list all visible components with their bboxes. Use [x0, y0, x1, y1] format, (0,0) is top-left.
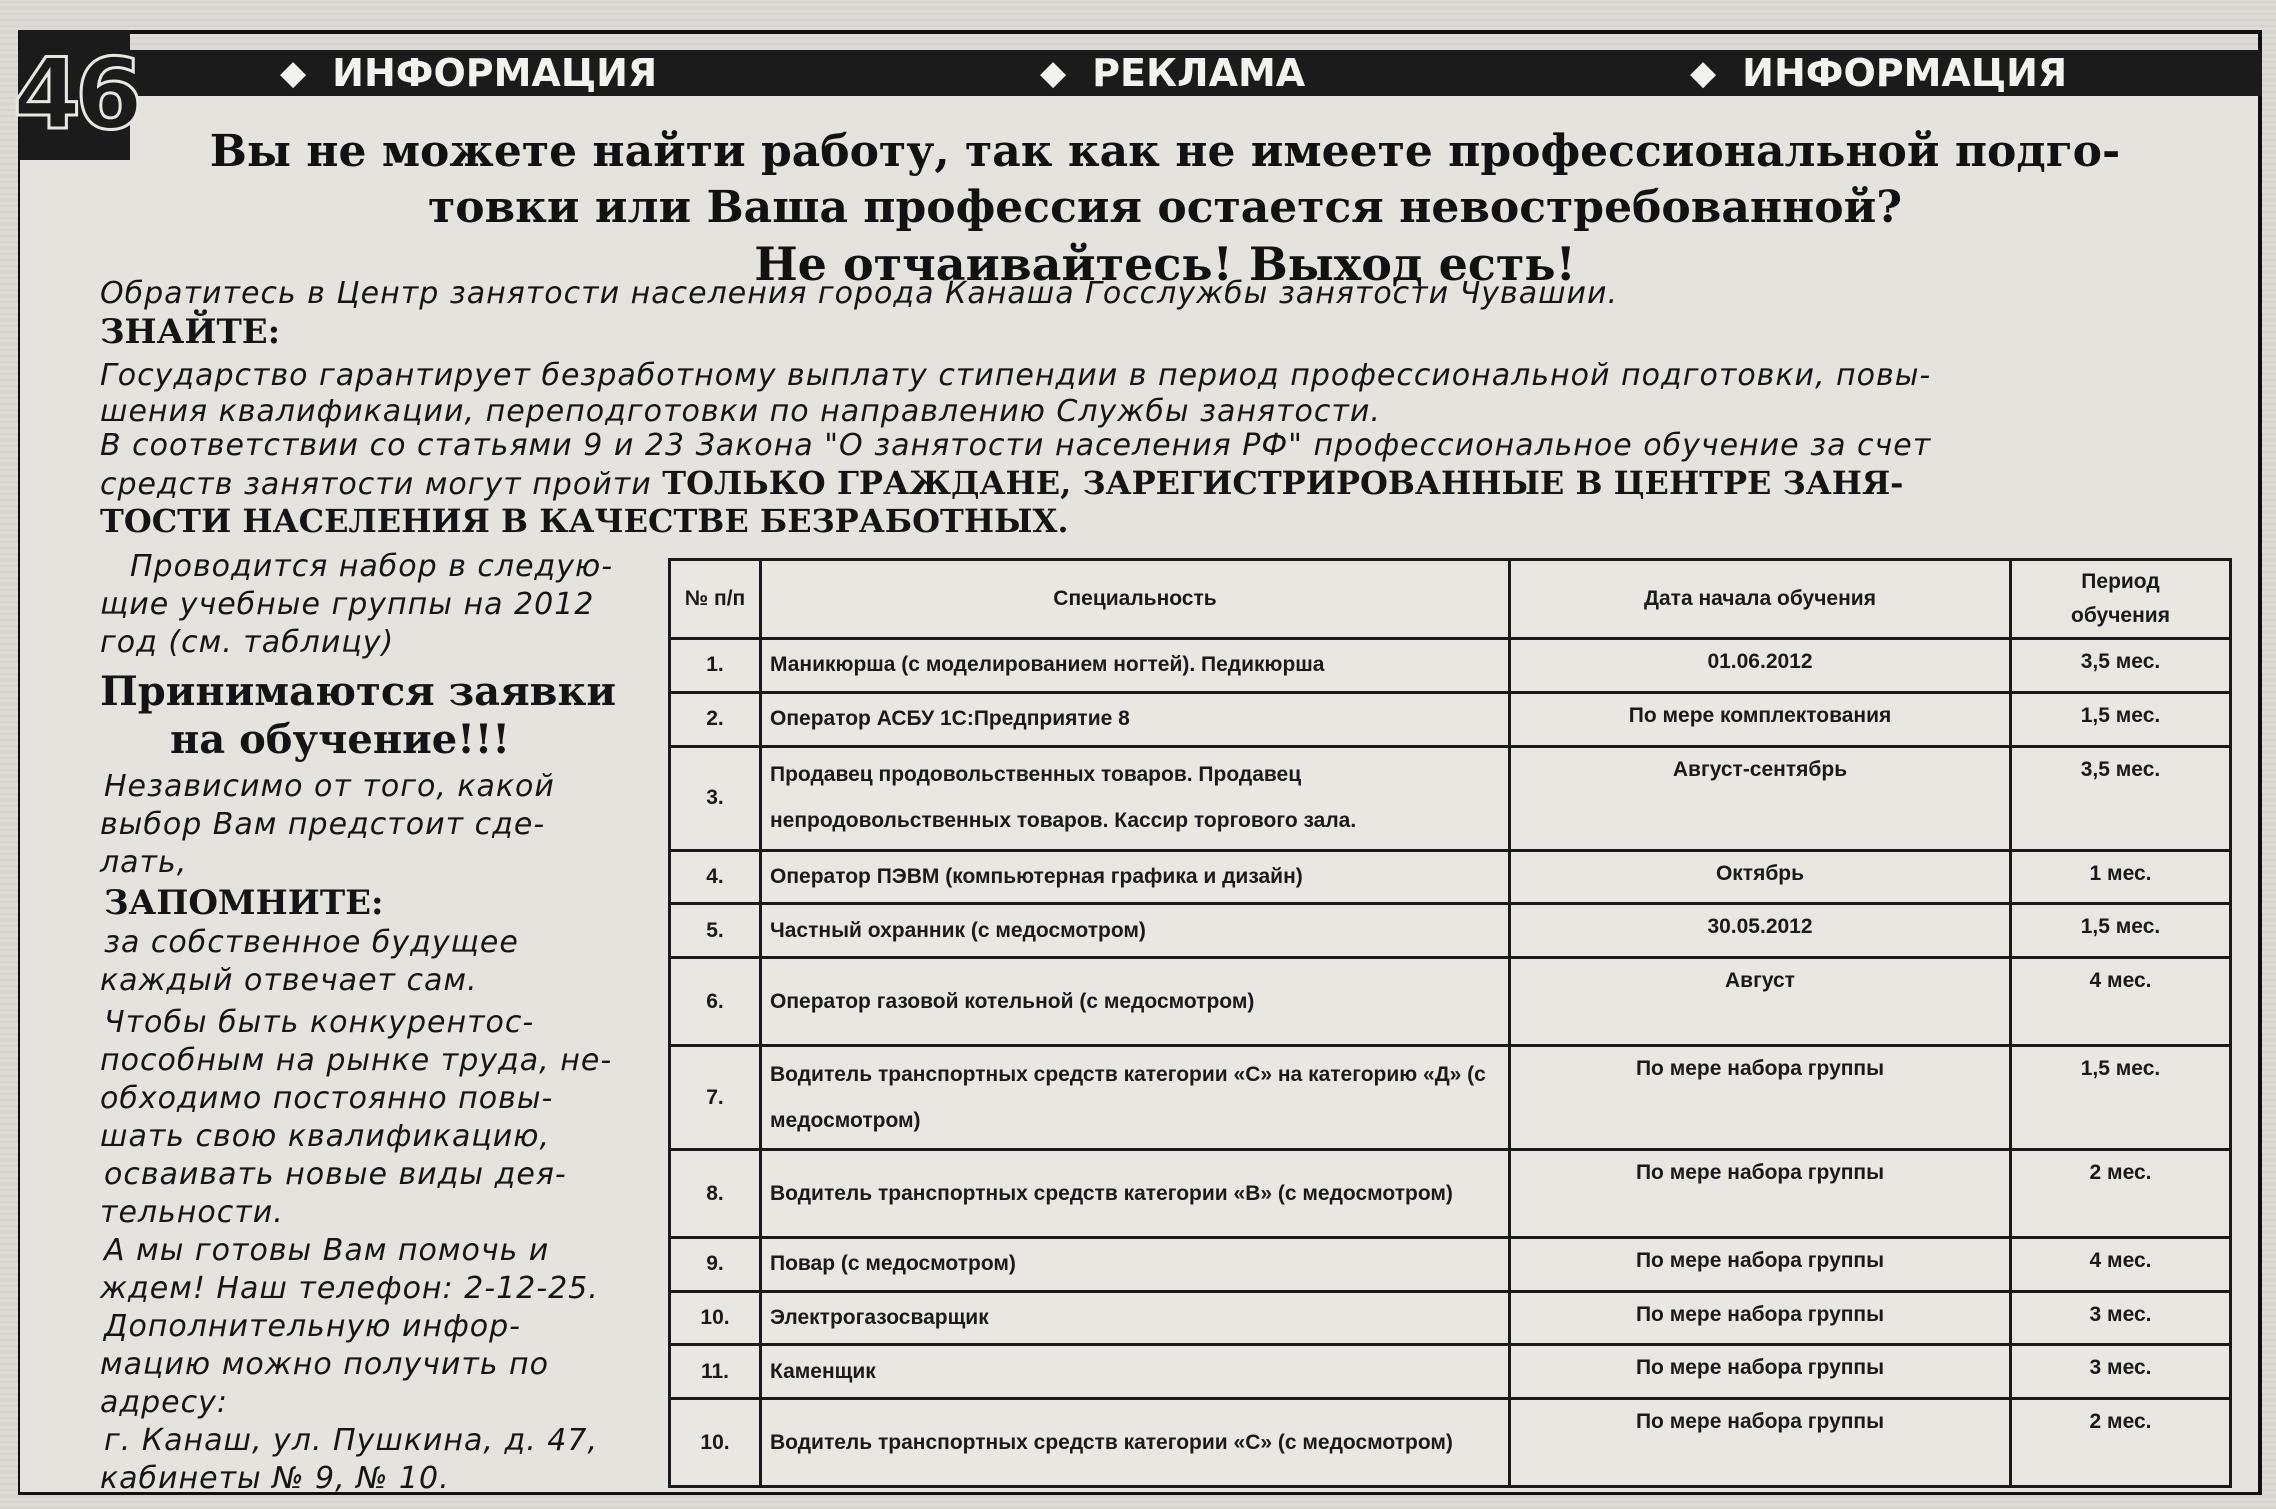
cell-spec: Оператор ПЭВМ (компьютерная графика и дизайн) — [761, 850, 1510, 904]
paragraph-2-line-1: В соответствии со статьями 9 и 23 Закона "О занятости населения РФ" профессиональное обучение за счет — [100, 428, 1932, 463]
left-p4-l1: Чтобы быть конкурентос- — [104, 1005, 535, 1040]
cell-period: 3 мес. — [2011, 1345, 2231, 1399]
cell-num: 7. — [670, 1045, 761, 1149]
cell-date: По мере набора группы — [1510, 1237, 2011, 1291]
cell-spec: Маникюрша (с моделированием ногтей). Педикюрша — [761, 639, 1510, 693]
cell-date: Август-сентябрь — [1510, 746, 2011, 850]
table-row — [670, 1237, 2231, 1291]
diamond-icon: ◆ — [280, 53, 307, 93]
header-section-center — [1040, 50, 1305, 96]
header-period-l2: обучения — [2071, 604, 2170, 627]
training-groups-table — [668, 558, 2232, 1488]
left-p4-l2: пособным на рынке труда, не- — [100, 1043, 613, 1078]
cell-period: 3,5 мес. — [2011, 746, 2231, 850]
left-p5-l2: ждем! Наш телефон: 2-12-25. — [100, 1271, 599, 1306]
cell-spec: Каменщик — [761, 1345, 1510, 1399]
cell-num: 10. — [670, 1399, 761, 1487]
left-p3-l2: каждый отвечает сам. — [100, 963, 478, 998]
table-row — [670, 904, 2231, 958]
header-period-l1: Период — [2081, 570, 2160, 593]
cell-period: 1,5 мес. — [2011, 692, 2231, 746]
table-row — [670, 1291, 2231, 1345]
know-heading: ЗНАЙТЕ: — [100, 312, 281, 352]
accept-heading-l2: на обучение!!! — [170, 716, 510, 763]
left-p1-l1: Проводится набор в следую- — [130, 549, 614, 584]
cell-spec: Продавец продовольственных товаров. Продавец непродовольственных товаров. Кассир торгового зала. — [761, 746, 1510, 850]
cell-period: 4 мес. — [2011, 1237, 2231, 1291]
cell-num: 1. — [670, 639, 761, 693]
left-p2-l2: выбор Вам предстоит сде- — [100, 807, 546, 842]
cell-date: По мере набора группы — [1510, 1399, 2011, 1487]
cell-num: 3. — [670, 746, 761, 850]
header-section-left — [280, 50, 657, 96]
paragraph-2-bold: ТОЛЬКО ГРАЖДАНЕ, ЗАРЕГИСТРИРОВАННЫЕ В ЦЕНТРЕ ЗАНЯ- — [662, 464, 1904, 502]
cell-spec: Частный охранник (с медосмотром) — [761, 904, 1510, 958]
header-period — [2011, 560, 2231, 639]
table-row — [670, 850, 2231, 904]
cell-date: Август — [1510, 958, 2011, 1046]
cell-date: По мере набора группы — [1510, 1291, 2011, 1345]
cell-spec: Оператор АСБУ 1С:Предприятие 8 — [761, 692, 1510, 746]
cell-num: 2. — [670, 692, 761, 746]
cell-num: 4. — [670, 850, 761, 904]
headline-line-2: товки или Ваша профессия остается невостребованной? — [427, 182, 1903, 233]
left-p6-l2: мацию можно получить по — [100, 1347, 550, 1382]
cell-date: По мере комплектования — [1510, 692, 2011, 746]
table-row — [670, 1399, 2231, 1487]
cell-num: 11. — [670, 1345, 761, 1399]
left-p6-l1: Дополнительную инфор- — [104, 1309, 521, 1344]
accept-heading-l1: Принимаются заявки — [100, 668, 616, 715]
cell-spec: Повар (с медосмотром) — [761, 1237, 1510, 1291]
cell-date: 01.06.2012 — [1510, 639, 2011, 693]
cell-date: 30.05.2012 — [1510, 904, 2011, 958]
table-header-row — [670, 560, 2231, 639]
header-left-label: ИНФОРМАЦИЯ — [332, 51, 658, 95]
cell-num: 5. — [670, 904, 761, 958]
cell-period: 1,5 мес. — [2011, 1045, 2231, 1149]
cell-period: 3 мес. — [2011, 1291, 2231, 1345]
cell-spec: Водитель транспортных средств категории «С» на категорию «Д» (с медосмотром) — [761, 1045, 1510, 1149]
table-row — [670, 692, 2231, 746]
header-date: Дата начала обучения — [1510, 560, 2011, 639]
headline — [100, 124, 2230, 292]
cell-date: По мере набора группы — [1510, 1045, 2011, 1149]
cell-spec: Электрогазосварщик — [761, 1291, 1510, 1345]
headline-line-3: Не отчаивайтесь! Выход есть! — [754, 237, 1576, 291]
paragraph-2-italic: средств занятости могут пройти — [100, 467, 663, 502]
header-spec: Специальность — [761, 560, 1510, 639]
paragraph-2-line-3: ТОСТИ НАСЕЛЕНИЯ В КАЧЕСТВЕ БЕЗРАБОТНЫХ. — [100, 502, 1069, 540]
left-p2-l3: лать, — [100, 845, 188, 880]
table-row — [670, 1150, 2231, 1238]
cell-period: 1,5 мес. — [2011, 904, 2231, 958]
header-num: № п/п — [670, 560, 761, 639]
left-column — [100, 548, 660, 1498]
cell-date: По мере набора группы — [1510, 1150, 2011, 1238]
cell-date: Октябрь — [1510, 850, 2011, 904]
cell-period: 2 мес. — [2011, 1399, 2231, 1487]
cell-period: 3,5 мес. — [2011, 639, 2231, 693]
header-section-right — [1690, 50, 2067, 96]
paragraph-2-line-2 — [100, 464, 1903, 502]
left-p7-l1: г. Канаш, ул. Пушкина, д. 47, — [104, 1423, 599, 1458]
remember-heading: ЗАПОМНИТЕ: — [104, 883, 384, 923]
header-center-label: РЕКЛАМА — [1092, 51, 1306, 95]
left-p4-l6: тельности. — [100, 1195, 284, 1230]
diamond-icon: ◆ — [1040, 53, 1067, 93]
cell-num: 6. — [670, 958, 761, 1046]
paragraph-1-line-2: шения квалификации, переподготовки по направлению Службы занятости. — [100, 394, 1381, 429]
left-p7-l2: кабинеты № 9, № 10. — [100, 1461, 450, 1496]
cell-spec: Оператор газовой котельной (с медосмотром) — [761, 958, 1510, 1046]
cell-num: 9. — [670, 1237, 761, 1291]
table-row — [670, 1045, 2231, 1149]
left-p5-l1: А мы готовы Вам помочь и — [104, 1233, 550, 1268]
diamond-icon: ◆ — [1690, 53, 1717, 93]
left-p1-l2: щие учебные группы на 2012 — [100, 587, 595, 622]
left-p3-l1: за собственное будущее — [104, 925, 519, 960]
cell-spec: Водитель транспортных средств категории «С» (с медосмотром) — [761, 1399, 1510, 1487]
page-number: 46 — [20, 30, 130, 160]
table-row — [670, 1345, 2231, 1399]
left-p4-l5: осваивать новые виды дея- — [104, 1157, 567, 1192]
cell-period: 1 мес. — [2011, 850, 2231, 904]
cell-period: 4 мес. — [2011, 958, 2231, 1046]
table-row — [670, 958, 2231, 1046]
left-p1-l3: год (см. таблицу) — [100, 625, 395, 660]
cell-date: По мере набора группы — [1510, 1345, 2011, 1399]
headline-line-1: Вы не можете найти работу, так как не имеете профессиональной подго- — [209, 126, 2121, 177]
left-p2-l1: Независимо от того, какой — [104, 769, 555, 804]
intro-text: Обратитесь в Центр занятости населения города Канаша Госслужбы занятости Чувашии. — [100, 276, 1619, 311]
table-row — [670, 639, 2231, 693]
left-p4-l3: обходимо постоянно повы- — [100, 1081, 554, 1116]
cell-period: 2 мес. — [2011, 1150, 2231, 1238]
paragraph-1-line-1: Государство гарантирует безработному выплату стипендии в период профессиональной подготовки, повы- — [100, 358, 1932, 393]
cell-num: 8. — [670, 1150, 761, 1238]
cell-num: 10. — [670, 1291, 761, 1345]
cell-spec: Водитель транспортных средств категории «В» (с медосмотром) — [761, 1150, 1510, 1238]
left-p4-l4: шать свою квалификацию, — [100, 1119, 551, 1154]
table-row — [670, 746, 2231, 850]
left-p6-l3: адресу: — [100, 1385, 228, 1420]
header-right-label: ИНФОРМАЦИЯ — [1742, 51, 2068, 95]
